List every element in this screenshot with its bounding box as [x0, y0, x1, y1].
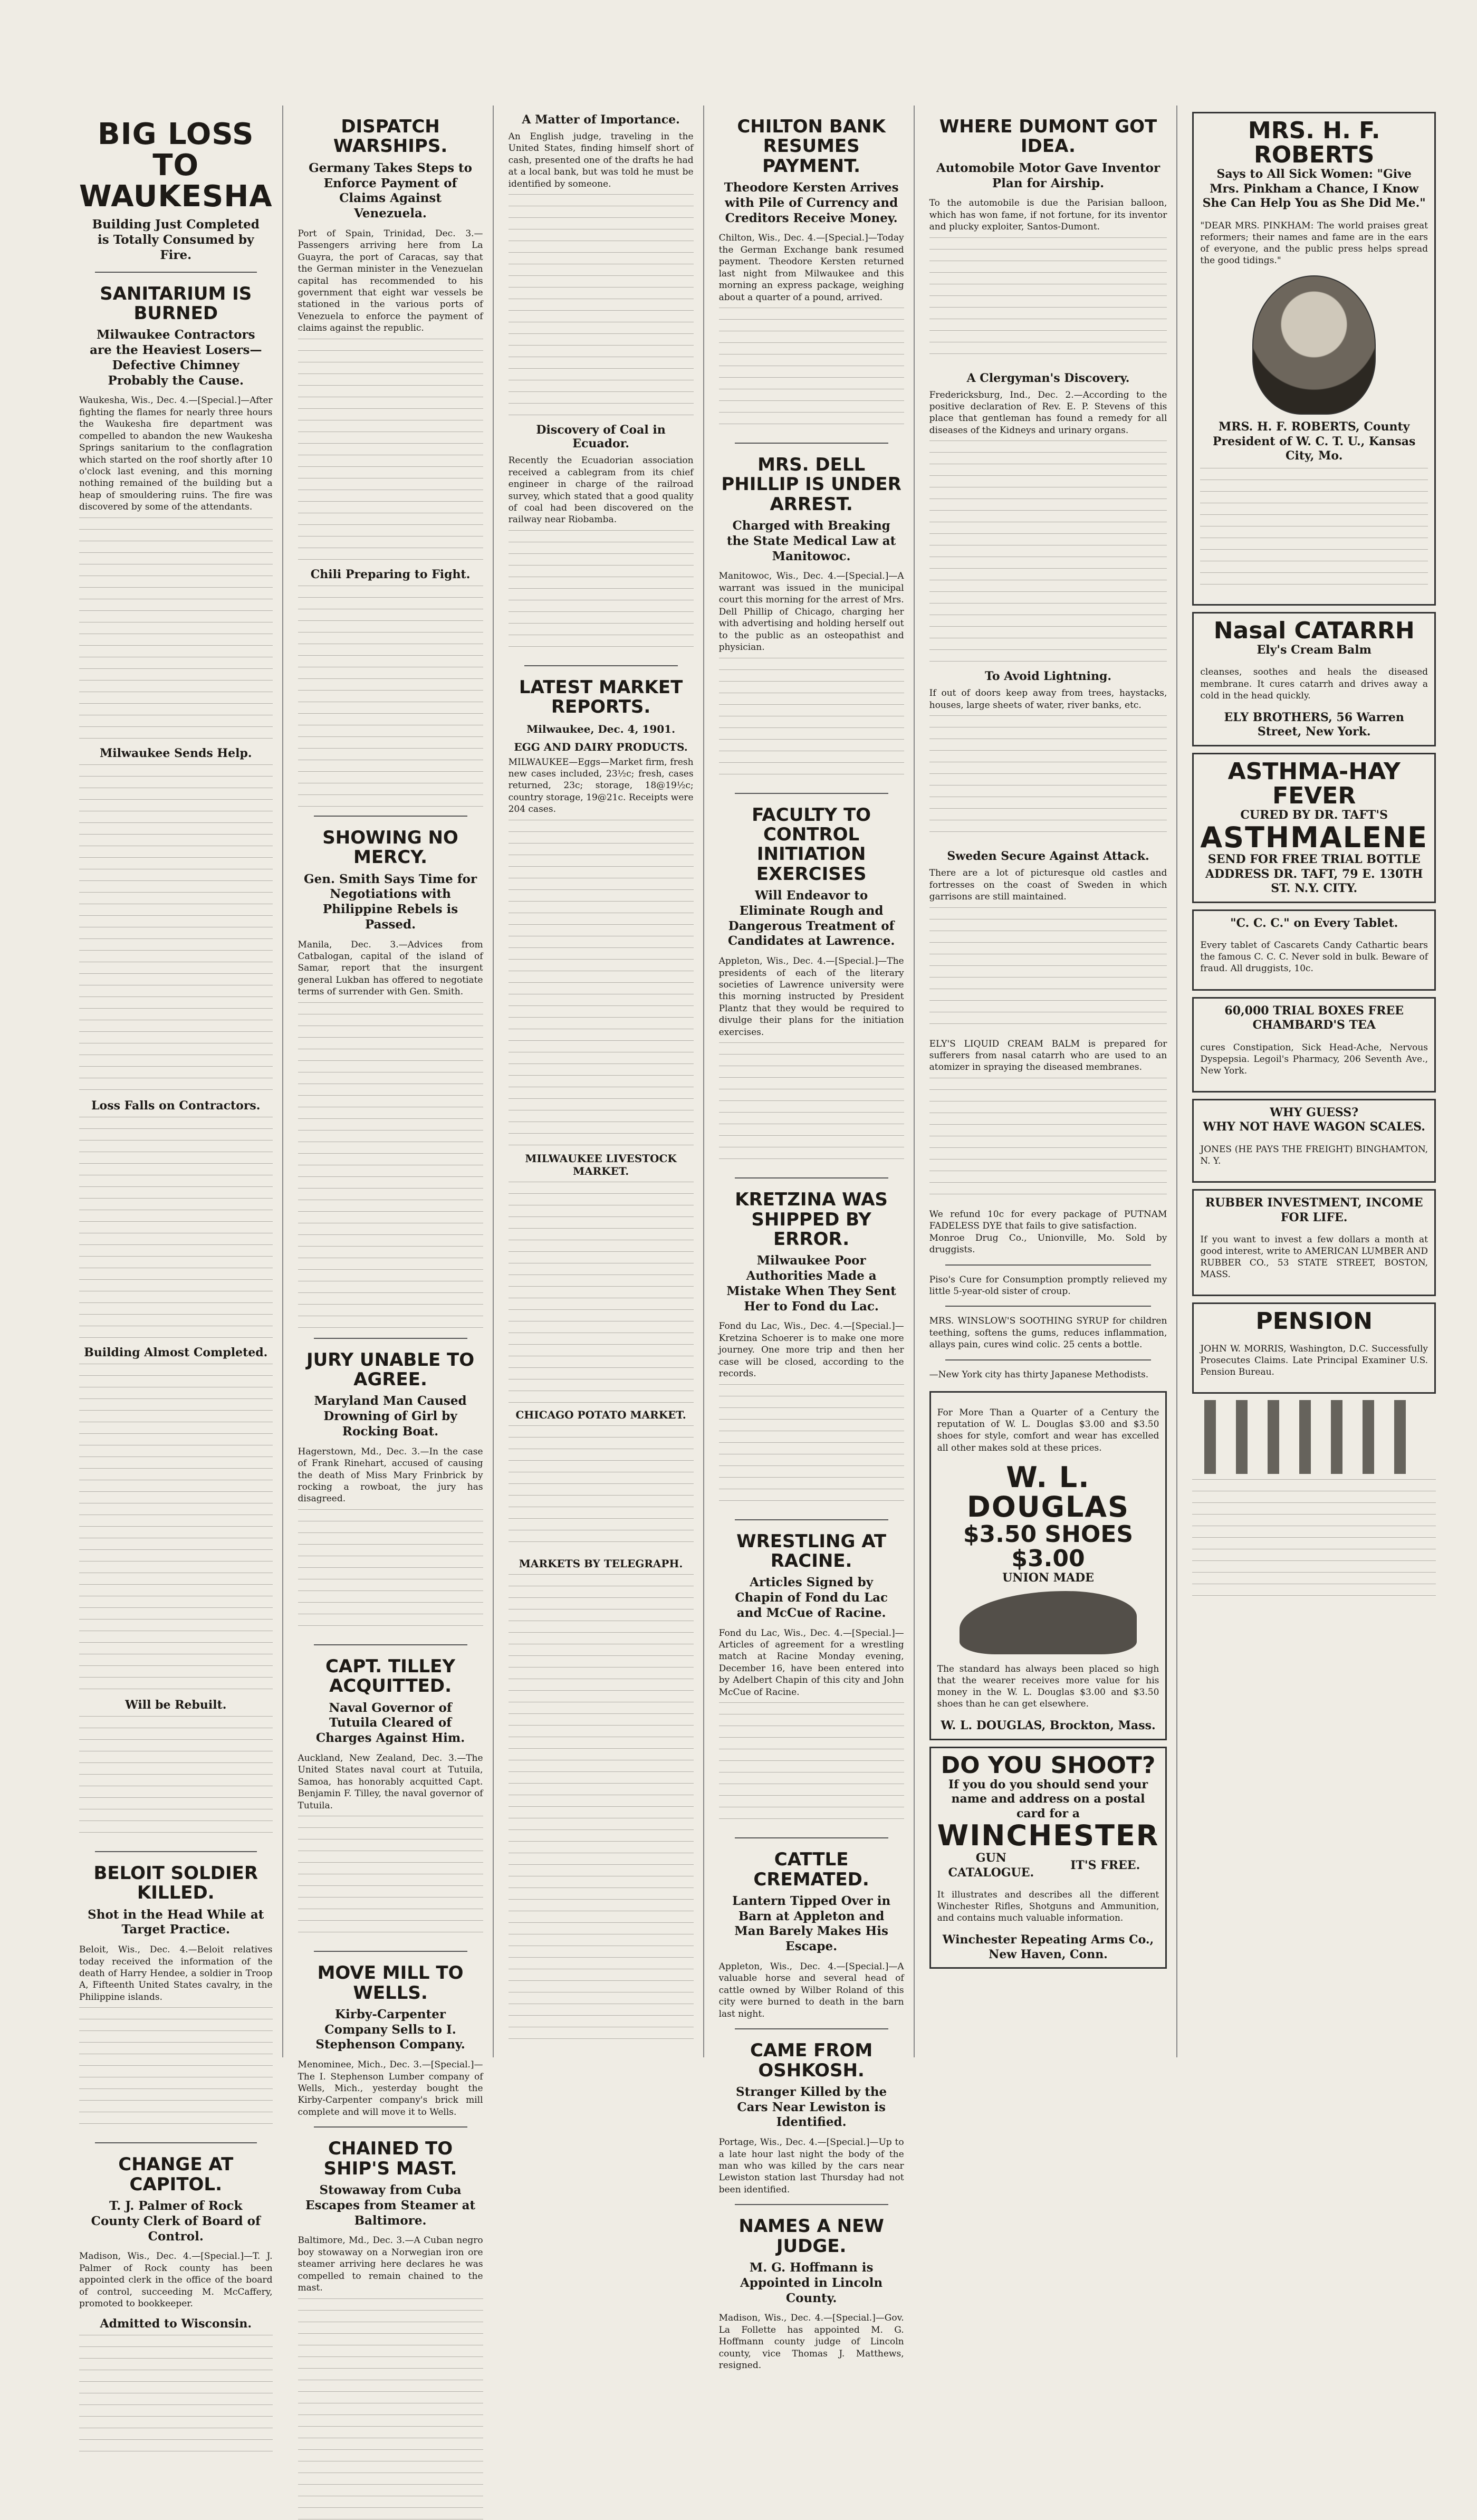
article-body-text — [719, 658, 904, 784]
asthma-trial: SEND FOR FREE TRIAL BOTTLE — [1207, 852, 1421, 867]
importance-headline: A Matter of Importance. — [522, 113, 680, 127]
douglas-lead: The standard has always been placed so high that the wearer receives more value for his money in the W. L. Douglas $3.00 and $3.50 shoes than he can get elsewhere. — [937, 1663, 1159, 1710]
mill-headline: MOVE MILL TO WELLS. — [317, 1962, 464, 2004]
catarrh-sub: Ely's Cream Balm — [1257, 643, 1372, 657]
jury-lead: Hagerstown, Md., Dec. 3.—In the case of Frank Rinehart, accused of causing the death of Miss Mary Frinbrick by rocking a rowboat, the jury has disagreed. — [298, 1446, 483, 1505]
kretzina-lead: Fond du Lac, Wis., Dec. 4.—[Special.]—Kretzina Schoerer is to make one more journey. One more trip and then her case will be closed, according to the records. — [718, 1321, 904, 1379]
dumont-lead: To the automobile is due the Parisian balloon, which has won fame, if not fortune, for its inventor and plucky exploiter, Santos-Dumont. — [929, 198, 1167, 233]
tea-title: 60,000 TRIAL BOXES FREE — [1224, 1003, 1404, 1018]
divider — [735, 443, 888, 444]
market-report-text — [509, 1425, 694, 1552]
shoe-illustration — [960, 1591, 1137, 1654]
markets-headline: LATEST MARKET REPORTS. — [519, 676, 683, 718]
douglas-ad — [929, 1391, 1167, 1740]
divider — [735, 2204, 888, 2205]
divider — [314, 816, 467, 817]
pension-title: PENSION — [1255, 1308, 1373, 1335]
article-body-text — [719, 1042, 904, 1169]
wrestling-deck: Articles Signed by Chapin of Fond du Lac and McCue of Racine. — [735, 1575, 888, 1620]
asthma-brand: ASTHMALENE — [1200, 820, 1428, 854]
beloit-lead: Beloit, Wis., Dec. 4.—Beloit relatives today received the information of the death of Harry Hendee, a soldier in Troop A, Fifteenth United States cavalry, in the Philippine islands. — [79, 1944, 273, 2002]
clergyman-lead: Fredericksburg, Ind., Dec. 2.—According to the positive declaration of Rev. E. P. Stevens of this place that gentleman has found a remedy for all diseases of the Kidneys and urinary organs. — [929, 389, 1167, 436]
winchester-footer: Winchester Repeating Arms Co., New Haven, Conn. — [942, 1933, 1154, 1961]
catarrh-footer: ELY BROTHERS, 56 Warren Street, New York. — [1224, 710, 1404, 739]
scales-title: WHY GUESS? — [1270, 1105, 1359, 1119]
pinkham-ad — [1192, 112, 1436, 606]
article-body-text — [79, 518, 273, 739]
article-body-text — [929, 440, 1167, 662]
judge-headline: NAMES A NEW JUDGE. — [738, 2216, 884, 2257]
divider — [945, 1359, 1152, 1360]
article-body-text — [79, 1364, 273, 1691]
divider — [735, 1837, 888, 1838]
article-body-text — [79, 1117, 273, 1338]
cream-balm-lead: ELY'S LIQUID CREAM BALM is prepared for sufferers from nasal catarrh who are used to an atomizer in spraying the diseased membranes. — [929, 1038, 1167, 1073]
clergyman-headline: A Clergyman's Discovery. — [966, 371, 1130, 385]
article-body-text — [298, 1816, 483, 1942]
winchester-question: DO YOU SHOOT? — [941, 1751, 1156, 1779]
beloit-headline: BELOIT SOLDIER KILLED. — [93, 1862, 258, 1904]
asthma-title: ASTHMA-HAY FEVER — [1227, 758, 1401, 809]
market-report-text — [509, 1574, 694, 2049]
winchester-brand: WINCHESTER — [937, 1819, 1159, 1853]
douglas-price: $3.50 SHOES $3.00 — [963, 1520, 1134, 1573]
warships-headline: DISPATCH WARSHIPS. — [333, 116, 448, 157]
asthma-sub: CURED BY DR. TAFT'S — [1240, 808, 1388, 822]
market-report-text — [509, 820, 694, 1147]
jury-deck: Maryland Man Caused Drowning of Girl by Rocking Boat. — [314, 1394, 467, 1439]
ccc-ad — [1192, 909, 1436, 991]
waukesha-sub-2: Loss Falls on Contractors. — [91, 1098, 261, 1113]
dye-notice: We refund 10c for every package of PUTNAM FADELESS DYE that fails to give satisfaction. — [929, 1209, 1167, 1232]
divider — [95, 1851, 257, 1852]
divider — [945, 1264, 1152, 1266]
jury-headline: JURY UNABLE TO AGREE. — [306, 1349, 475, 1391]
divider — [314, 1644, 467, 1645]
cattle-lead: Appleton, Wis., Dec. 4.—[Special.]—A valuable horse and several head of cattle owned by Wilber Roland of this city were burned to death in the barn last night. — [718, 1961, 904, 2019]
article-body-text — [509, 530, 694, 657]
waukesha-sub-4: Will be Rebuilt. — [125, 1698, 227, 1712]
article-body-text — [298, 2298, 483, 2520]
mercy-deck: Gen. Smith Says Time for Negotiations with Philippine Rebels is Passed. — [304, 871, 477, 932]
capitol-lead: Madison, Wis., Dec. 4.—[Special.]—T. J. Palmer of Rock county has been appointed clerk in the office of the board of control, succeeding M. McCaffery, promoted to bookkeeper. — [79, 2251, 273, 2310]
divider — [95, 272, 257, 273]
warships-sub: Chili Preparing to Fight. — [310, 567, 471, 581]
mast-lead: Baltimore, Md., Dec. 3.—A Cuban negro boy stowaway on a Norwegian iron ore steamer arriving here declares he was compelled to remain chained to the mast. — [298, 2235, 483, 2294]
oshkosh-lead: Portage, Wis., Dec. 4.—[Special.]—Up to a late hour last night the body of the man who was killed by the cars near Lewiston station last Thursday had not been identified. — [718, 2137, 904, 2195]
article-body-text — [298, 1509, 483, 1636]
column-6-ads — [1192, 106, 1445, 2057]
winchester-lead: It illustrates and describes all the different Winchester Rifles, Shotguns and Ammunition, and contains much valuable information. — [937, 1890, 1159, 1924]
market-report-text — [509, 1182, 694, 1403]
catarrh-title: Nasal CATARRH — [1213, 617, 1415, 644]
lightning-headline: To Avoid Lightning. — [985, 669, 1111, 684]
winchester-catalogue: GUN CATALOGUE. — [948, 1851, 1034, 1880]
divider — [314, 2126, 467, 2128]
winchester-ad — [929, 1747, 1167, 1969]
coal-headline: Discovery of Coal in Ecuador. — [536, 423, 666, 451]
article-body-text — [79, 764, 273, 1091]
waukesha-headline: BIG LOSS TO WAUKESHA — [79, 117, 273, 214]
winslow-notice: MRS. WINSLOW'S SOOTHING SYRUP for children teething, softens the gums, reduces inflammation, allays pain, cures wind colic. 25 cents a bottle. — [929, 1316, 1167, 1350]
article-body-text — [79, 1716, 273, 1843]
douglas-brand: W. L. DOUGLAS — [967, 1460, 1129, 1524]
warships-deck: Germany Takes Steps to Enforce Payment of Claims Against Venezuela. — [309, 160, 473, 221]
mast-headline: CHAINED TO SHIP'S MAST. — [323, 2138, 457, 2179]
divider — [735, 1177, 888, 1178]
article-body-text — [719, 1702, 904, 1829]
article-body-text — [298, 586, 483, 807]
portrait-illustration — [1252, 275, 1376, 415]
capitol-deck: T. J. Palmer of Rock County Clerk of Board of Control. — [91, 2199, 261, 2244]
markets-sub-3: CHICAGO POTATO MARKET. — [515, 1408, 686, 1421]
scales-sub: JONES (HE PAYS THE FREIGHT) BINGHAMTON, N. Y. — [1200, 1144, 1428, 1166]
divider — [735, 2028, 888, 2029]
winchester-row — [937, 1851, 1159, 1880]
judge-lead: Madison, Wis., Dec. 4.—[Special.]—Gov. La Follette has appointed M. G. Hoffmann county judge of Lincoln county, vice Thomas J. Matthews, resigned. — [718, 2313, 904, 2371]
pension-lead: JOHN W. MORRIS, Washington, D.C. Successfully Prosecutes Claims. Late Principal Examiner U.S. Pension Bureau. — [1200, 1343, 1428, 1377]
faculty-deck: Will Endeavor to Eliminate Rough and Dangerous Treatment of Candidates at Lawrence. — [727, 888, 895, 948]
article-body-text — [79, 2335, 273, 2461]
scales-ad — [1192, 1099, 1436, 1183]
article-body-text — [929, 907, 1167, 1034]
column-1 — [79, 106, 283, 2331]
markets-sub-4: MARKETS BY TELEGRAPH. — [519, 1557, 683, 1570]
waukesha-lead: Waukesha, Wis., Dec. 4.—[Special.]—After fighting the flames for nearly three hours the Waukesha fire department was compelled to abandon the new Waukesha Springs sanitarium to the conflagration which started on the roof shortly after 10 o'clock last evening, and this morning nothing remained of the building but a heap of smouldering ruins. The fire was discovered by some of the attendants. — [79, 395, 273, 513]
markets-dateline: Milwaukee, Dec. 4, 1901. — [526, 722, 676, 735]
roberts-lead: "DEAR MRS. PINKHAM: The world praises great reformers; their names and fame are in the ears of everyone, and the public press helps spread the good tidings." — [1200, 220, 1428, 266]
article-body-text — [298, 1002, 483, 1329]
coal-lead: Recently the Ecuadorian association received a cablegram from its chief engineer in charge of the railroad survey, which stated that a good quality of coal had been discovered on the railway near Riobamba. — [508, 455, 694, 525]
capitol-headline: CHANGE AT CAPITOL. — [118, 2154, 234, 2195]
mill-deck: Kirby-Carpenter Company Sells to I. Stephenson Company. — [315, 2007, 465, 2052]
divider — [524, 665, 678, 666]
article-body-text — [509, 194, 694, 416]
columns — [79, 106, 1445, 2371]
phillip-headline: MRS. DELL PHILLIP IS UNDER ARREST. — [721, 454, 901, 515]
capitol-sub: Admitted to Wisconsin. — [100, 2317, 252, 2331]
scales-lead: WHY NOT HAVE WAGON SCALES. — [1203, 1120, 1425, 1134]
tea-lead: cures Constipation, Sick Head-Ache, Nervous Dyspepsia. Legoil's Pharmacy, 206 Seventh Ave., New York. — [1200, 1042, 1428, 1076]
phillip-deck: Charged with Breaking the State Medical Law at Manitowoc. — [726, 519, 896, 563]
divider — [735, 793, 888, 794]
column-4 — [718, 106, 915, 2371]
kretzina-headline: KRETZINA WAS SHIPPED BY ERROR. — [735, 1189, 888, 1250]
waukesha-deck-2: Milwaukee Contractors are the Heaviest Losers—Defective Chimney Probably the Cause. — [90, 328, 262, 388]
ad-body-text — [1200, 468, 1428, 595]
cattle-headline: CATTLE CREMATED. — [753, 1849, 869, 1890]
mercy-lead: Manila, Dec. 3.—Advices from Catbalogan, capital of the island of Samar, report that the insurgent general Lukban has offered to negotiate terms of surrender with Gen. Smith. — [298, 939, 483, 998]
article-body-text — [929, 715, 1167, 842]
markets-lead: MILWAUKEE—Eggs—Market firm, fresh new cases included, 23½c; fresh, cases returned, 23c; storage, 18@19½c; country storage, 19@21c. Receipts were 204 cases. — [508, 756, 694, 815]
rubber-lead: If you want to invest a few dollars a month at good interest, write to AMERICAN LUMBER AND RUBBER CO., 53 STATE STREET, BOSTON, MASS. — [1200, 1234, 1428, 1280]
catarrh-lead: cleanses, soothes and heals the diseased membrane. It cures catarrh and drives away a cold in the head quickly. — [1200, 667, 1428, 701]
mill-lead: Menominee, Mich., Dec. 3.—[Special.]—The I. Stephenson Lumber company of Wells, Mich., yesterday bought the Kirby-Carpenter company's brick mill complete and will move it to Wells. — [298, 2059, 483, 2117]
roberts-deck: Says to All Sick Women: "Give Mrs. Pinkham a Chance, I Know She Can Help You as She Did Me." — [1202, 167, 1426, 210]
winchester-sub: If you do you should send your name and address on a postal card for a — [948, 1777, 1148, 1820]
cure-notice: Piso's Cure for Consumption promptly relieved my little 5-year-old sister of croup. — [929, 1274, 1167, 1297]
phillip-lead: Manitowoc, Wis., Dec. 4.—[Special.]—A warrant was issued in the municipal court this morning for the arrest of Mrs. Dell Phillip of Chicago, charging her with advertising and holding herself out to the public as an osteopathist and physician. — [718, 571, 904, 653]
divider — [95, 2142, 257, 2143]
asthma-address: ADDRESS DR. TAFT, 79 E. 130TH ST. N.Y. CITY. — [1205, 867, 1423, 896]
waukesha-sub-1: Milwaukee Sends Help. — [99, 746, 252, 760]
dye-lead: Monroe Drug Co., Unionville, Mo. Sold by druggists. — [929, 1232, 1167, 1256]
chilton-lead: Chilton, Wis., Dec. 4.—[Special.]—Today the German Exchange bank resumed payment. Theodore Kersten returned last night from Milwaukee and this morning an express package, weighing about a quarter of a pound, arrived. — [718, 233, 904, 303]
ccc-lead: Every tablet of Cascarets Candy Cathartic bears the famous C. C. C. Never sold in bulk. Beware of fraud. All druggists, 10c. — [1200, 940, 1428, 974]
markets-sub-1: EGG AND DAIRY PRODUCTS. — [514, 740, 688, 753]
importance-lead: An English judge, traveling in the United States, finding himself short of cash, presented one of the drafts he had at a local bank, but was told he must be identified by someone. — [508, 131, 694, 189]
chilton-deck: Theodore Kersten Arrives with Pile of Currency and Creditors Receive Money. — [724, 180, 899, 225]
ccc-title: "C. C. C." on Every Tablet. — [1230, 916, 1398, 930]
winchester-free: IT'S FREE. — [1070, 1858, 1140, 1872]
tilley-headline: CAPT. TILLEY ACQUITTED. — [325, 1655, 456, 1697]
mercy-headline: SHOWING NO MERCY. — [322, 827, 458, 868]
waukesha-deck: Building Just Completed is Totally Consumed by Fire. — [92, 217, 260, 262]
judge-deck: M. G. Hoffmann is Appointed in Lincoln County. — [740, 2260, 883, 2305]
dumont-deck: Automobile Motor Gave Inventor Plan for Airship. — [936, 160, 1160, 190]
article-body-text — [719, 308, 904, 434]
article-body-text — [298, 339, 483, 560]
article-body-text — [929, 237, 1167, 364]
sweden-lead: There are a lot of picturesque old castles and fortresses on the coast of Sweden in which garrisons are still maintained. — [929, 868, 1167, 903]
figures-illustration — [1204, 1400, 1423, 1474]
douglas-footer: W. L. DOUGLAS, Brockton, Mass. — [941, 1719, 1156, 1733]
rubber-ad — [1192, 1189, 1436, 1296]
oshkosh-deck: Stranger Killed by the Cars Near Lewiston is Identified. — [736, 2084, 887, 2130]
wrestling-lead: Fond du Lac, Wis., Dec. 4.—[Special.]—Articles of agreement for a wrestling match at Racine Monday evening, December 16, have been entered into by Adelbert Chapin of this city and John McCue of Racine. — [718, 1627, 904, 1698]
roberts-caption: MRS. H. F. ROBERTS, County President of W. C. T. U., Kansas City, Mo. — [1213, 420, 1416, 463]
column-2 — [298, 106, 494, 2294]
dumont-headline: WHERE DUMONT GOT IDEA. — [939, 116, 1157, 157]
rubber-title: RUBBER INVESTMENT, INCOME FOR LIFE. — [1205, 1196, 1423, 1224]
beloit-deck: Shot in the Head While at Target Practice. — [88, 1907, 264, 1937]
oshkosh-headline: CAME FROM OSHKOSH. — [750, 2040, 873, 2081]
faculty-lead: Appleton, Wis., Dec. 4.—[Special.]—The presidents of each of the literary societies of Lawrence university were this morning instructed by President Plantz that they would be required to divulge their plans for the initiation exercises. — [718, 956, 904, 1038]
wrestling-headline: WRESTLING AT RACINE. — [736, 1530, 887, 1572]
tea-ad — [1192, 997, 1436, 1093]
column-3 — [509, 106, 704, 2057]
catarrh-ad — [1192, 612, 1436, 746]
waukesha-sub-3: Building Almost Completed. — [84, 1345, 268, 1359]
douglas-union: UNION MADE — [1002, 1571, 1094, 1585]
markets-sub-2: MILWAUKEE LIVESTOCK MARKET. — [525, 1152, 677, 1177]
pension-ad — [1192, 1302, 1436, 1393]
article-body-text — [929, 1078, 1167, 1204]
sweden-headline: Sweden Secure Against Attack. — [947, 849, 1149, 864]
chilton-headline: CHILTON BANK RESUMES PAYMENT. — [737, 116, 886, 177]
waukesha-headline-2: SANITARIUM IS BURNED — [100, 283, 252, 324]
tea-brand: CHAMBARD'S TEA — [1252, 1018, 1376, 1032]
asthma-ad — [1192, 753, 1436, 903]
roberts-title: MRS. H. F. ROBERTS — [1248, 117, 1380, 169]
cattle-deck: Lantern Tipped Over in Barn at Appleton and Man Barely Makes His Escape. — [732, 1893, 891, 1954]
mast-deck: Stowaway from Cuba Escapes from Steamer at Baltimore. — [305, 2183, 476, 2228]
divider — [314, 1338, 467, 1339]
divider — [735, 1519, 888, 1520]
douglas-top: For More Than a Quarter of a Century the reputation of W. L. Douglas $3.00 and $3.50 shoes for style, comfort and wear has excelled all other makes sold at these prices. — [937, 1407, 1159, 1453]
divider — [314, 1951, 467, 1952]
article-body-text — [79, 2007, 273, 2134]
article-body-text — [719, 1384, 904, 1511]
japanese-notice: —New York city has thirty Japanese Methodists. — [929, 1369, 1149, 1380]
ad-body-text — [1192, 1479, 1436, 1606]
warships-lead: Port of Spain, Trinidad, Dec. 3.—Passengers arriving here from La Guayra, the port of Caracas, say that the German minister in the Venezuelan capital has recommended to his government that eight war vessels be stationed in the various ports of Venezuela to enforce the payment of claims against the republic. — [298, 228, 483, 334]
tilley-lead: Auckland, New Zealand, Dec. 3.—The United States naval court at Tutuila, Samoa, has honorably acquitted Capt. Benjamin F. Tilley, the naval governor of Tutuila. — [298, 1752, 483, 1811]
kretzina-deck: Milwaukee Poor Authorities Made a Mistake When They Sent Her to Fond du Lac. — [726, 1253, 896, 1314]
tilley-deck: Naval Governor of Tutuila Cleared of Charges Against Him. — [315, 1700, 465, 1746]
column-5 — [929, 106, 1178, 2057]
faculty-headline: FACULTY TO CONTROL INITIATION EXERCISES — [752, 804, 871, 885]
divider — [945, 1306, 1152, 1307]
lightning-lead: If out of doors keep away from trees, haystacks, houses, large sheets of water, river banks, etc. — [929, 688, 1167, 711]
